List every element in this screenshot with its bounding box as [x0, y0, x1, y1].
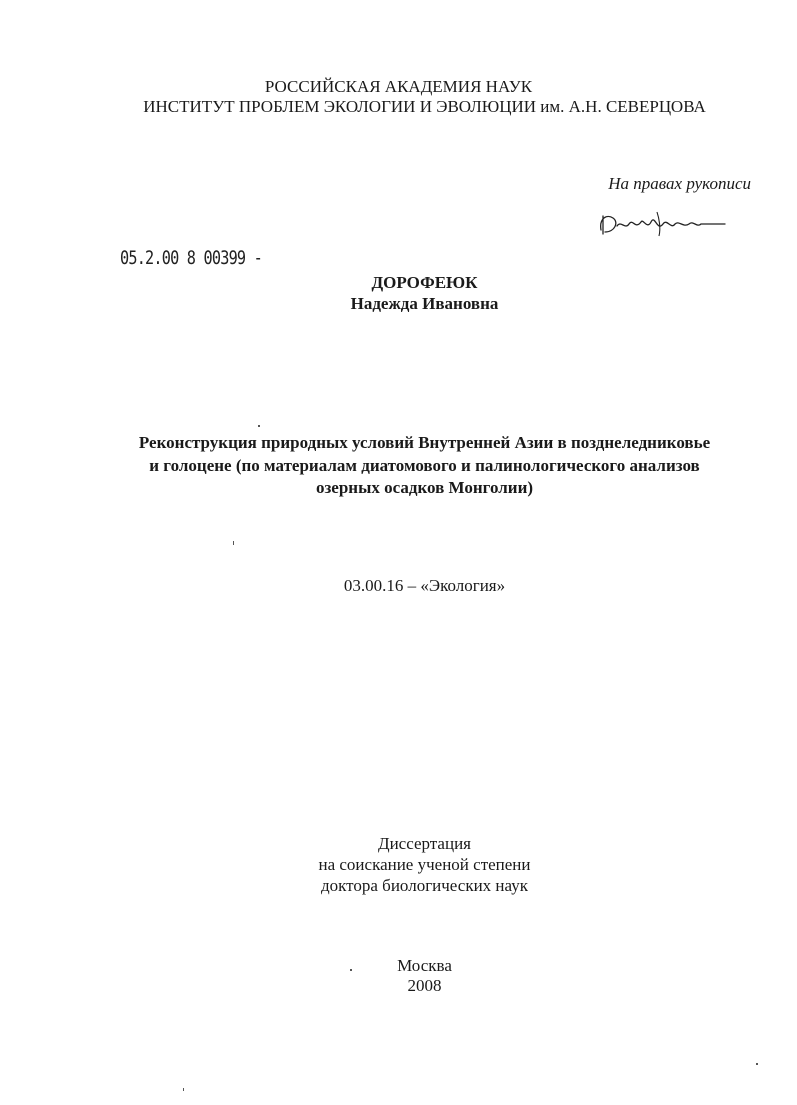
degree-line-2: на соискание ученой степени — [318, 855, 531, 874]
scan-speck — [350, 969, 352, 971]
scan-speck — [183, 1088, 184, 1091]
city: Москва — [397, 956, 452, 975]
handwritten-signature — [597, 208, 727, 240]
academy-name: РОССИЙСКАЯ АКАДЕМИЯ НАУК — [264, 77, 533, 96]
degree-line-1: Диссертация — [377, 834, 471, 853]
scan-speck — [258, 425, 260, 427]
title-line-3: озерных осадков Монголии) — [315, 478, 534, 497]
degree-line-3: доктора биологических наук — [321, 876, 528, 895]
specialty: 03.00.16 – «Экология» — [343, 576, 506, 595]
scan-speck — [756, 1063, 758, 1065]
author-surname: ДОРОФЕЮК — [371, 273, 478, 292]
scan-speck — [233, 541, 234, 545]
institute-name: ИНСТИТУТ ПРОБЛЕМ ЭКОЛОГИИ И ЭВОЛЮЦИИ им. А.Н. СЕВЕРЦОВА — [143, 97, 706, 116]
year: 2008 — [407, 976, 442, 995]
archive-stamp: 05.2.00 8 00399 - — [120, 247, 262, 269]
title-line-1: Реконструкция природных условий Внутренней Азии в позднеледниковье — [138, 433, 711, 452]
rights-note: На правах рукописи — [608, 174, 751, 193]
author-name: Надежда Ивановна — [350, 294, 499, 313]
title-line-2: и голоцене (по материалам диатомового и палинологического анализов — [149, 456, 700, 475]
